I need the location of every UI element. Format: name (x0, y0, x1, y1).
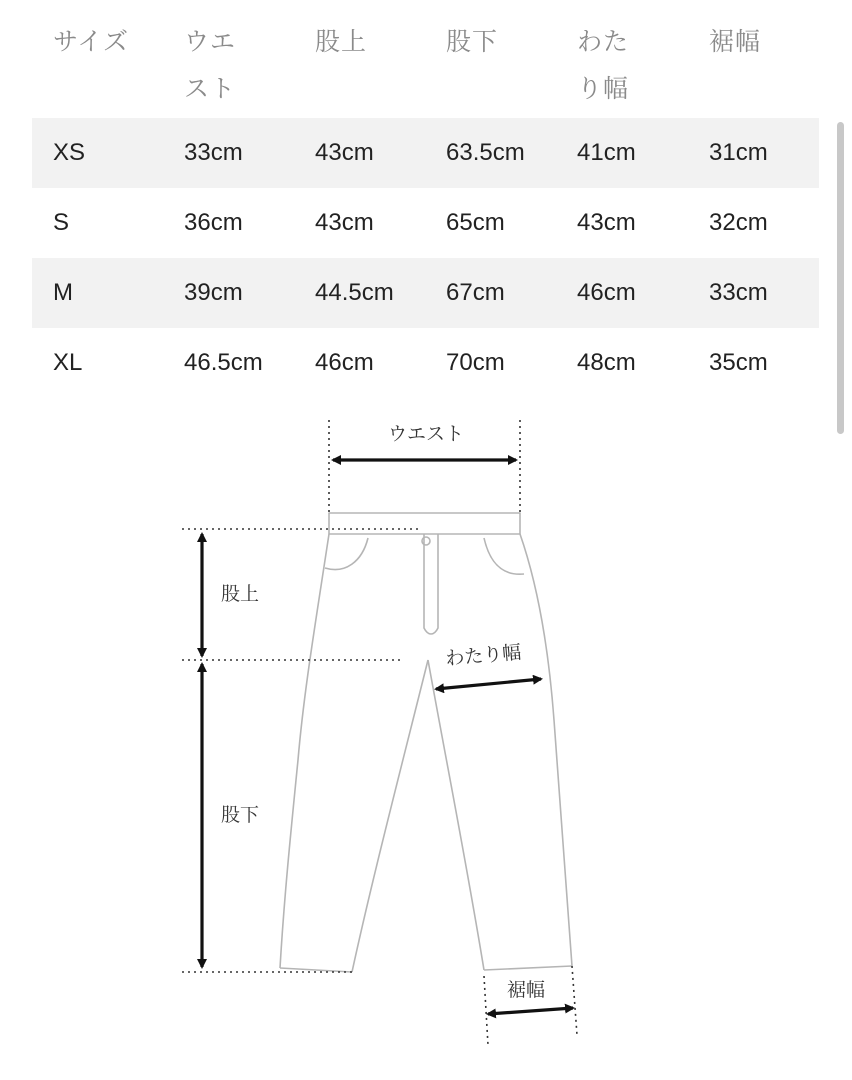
pants-outer-left (280, 534, 329, 968)
waist-label: ウエスト (388, 423, 465, 445)
cell-size: XL (53, 349, 83, 376)
header-hem: 裾幅 (709, 27, 762, 56)
pants-waistband (329, 513, 520, 534)
rise-label: 股上 (221, 583, 260, 605)
table-row (32, 258, 819, 328)
header-rise: 股上 (315, 27, 368, 56)
header-waist: ウエスト (184, 27, 237, 103)
cell-waist: 36cm (184, 209, 243, 236)
hem-label: 裾幅 (507, 979, 546, 1001)
cell-inseam: 63.5cm (446, 139, 525, 166)
pants-inner-left (352, 660, 428, 972)
cell-rise: 44.5cm (315, 279, 394, 306)
table-row (32, 188, 819, 258)
header-thigh: わたり幅 (577, 27, 630, 103)
cell-waist: 39cm (184, 279, 243, 306)
thigh-arrow (436, 679, 541, 689)
cell-waist: 33cm (184, 139, 243, 166)
thigh-label: わたり幅 (444, 641, 523, 670)
cell-size: M (53, 279, 73, 306)
table-row (32, 328, 819, 398)
pocket-left (325, 538, 368, 570)
hem-guide-right (572, 966, 577, 1035)
header-size: サイズ (53, 27, 130, 56)
cell-hem: 31cm (709, 139, 768, 166)
pants-hem-right (484, 966, 572, 970)
size-chart-table (32, 0, 819, 398)
cell-rise: 43cm (315, 139, 374, 166)
cell-rise: 46cm (315, 349, 374, 376)
pants-fly (424, 534, 438, 634)
measurement-arrows (202, 460, 573, 1014)
cell-hem: 32cm (709, 209, 768, 236)
table-header-row (32, 0, 819, 118)
cell-hem: 35cm (709, 349, 768, 376)
hem-arrow (488, 1008, 573, 1014)
cell-inseam: 70cm (446, 349, 505, 376)
cell-thigh: 43cm (577, 209, 636, 236)
cell-inseam: 67cm (446, 279, 505, 306)
cell-thigh: 48cm (577, 349, 636, 376)
pocket-right (484, 538, 524, 574)
table-row (32, 118, 819, 188)
cell-hem: 33cm (709, 279, 768, 306)
pants-inner-right (428, 660, 484, 970)
header-inseam: 股下 (446, 27, 499, 56)
pants-hem-left (280, 968, 352, 972)
cell-waist: 46.5cm (184, 349, 263, 376)
cell-rise: 43cm (315, 209, 374, 236)
pants-outer-right (520, 534, 572, 966)
cell-size: S (53, 209, 70, 236)
vertical-scrollbar[interactable] (837, 122, 844, 434)
hem-guide-left (484, 976, 488, 1045)
cell-thigh: 46cm (577, 279, 636, 306)
pants-outline (280, 513, 572, 972)
cell-size: XS (53, 139, 86, 166)
cell-thigh: 41cm (577, 139, 636, 166)
cell-inseam: 65cm (446, 209, 505, 236)
inseam-label: 股下 (221, 804, 260, 826)
waist-button (422, 537, 430, 545)
guide-lines (182, 420, 577, 1045)
